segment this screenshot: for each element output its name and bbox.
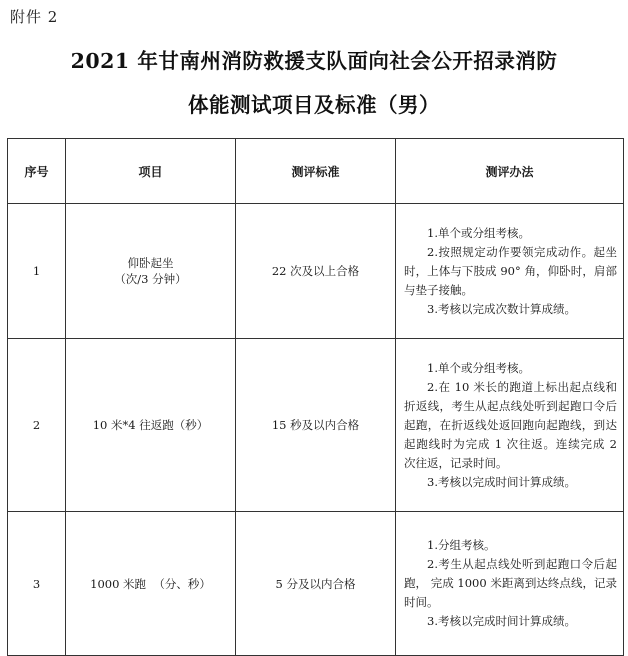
row-item-name: 1000 米跑 （分、秒）	[90, 576, 211, 591]
row-item	[66, 204, 236, 339]
method-step: 3.考核以完成时间计算成绩。	[427, 474, 576, 489]
row-item-unit: （次/3 分钟）	[114, 272, 187, 286]
row-standard: 22 次及以上合格	[236, 204, 396, 339]
header-seq: 序号	[8, 139, 66, 204]
row-seq: 3	[8, 512, 66, 656]
table-header-row	[8, 139, 624, 204]
method-step: 1.单个或分组考核。	[427, 360, 530, 375]
row-item	[66, 339, 236, 512]
row-standard: 5 分及以内合格	[236, 512, 396, 656]
method-step: 2.按照规定动作要领完成动作。起坐时，上体与下肢成 90° 角，仰卧时，肩部与垫子接触。	[404, 244, 617, 297]
method-step: 3.考核以完成时间计算成绩。	[427, 614, 576, 628]
method-step: 2.考生从起点线处听到起跑口令后起跑， 完成 1000 米距离到达终点线，记录时间。	[404, 557, 617, 609]
row-method	[396, 204, 624, 339]
row-item-name: 仰卧起坐	[127, 256, 174, 270]
header-item: 项目	[66, 139, 236, 204]
row-standard: 15 秒及以内合格	[236, 339, 396, 512]
row-item	[66, 512, 236, 656]
method-step: 2.在 10 米长的跑道上标出起点线和折返线，考生从起点线处听到起跑口令后起跑，在折返线处返回跑向起跑线，到达起跑线时为完成 1 次往返。连续完成 2 次往返，记录时间。	[404, 379, 617, 470]
table-row	[8, 204, 624, 339]
method-step: 3.考核以完成次数计算成绩。	[427, 301, 576, 316]
attachment-label: 附件 2	[10, 8, 59, 26]
header-standard: 测评标准	[236, 139, 396, 204]
row-item-name: 10 米*4 往返跑（秒）	[92, 418, 209, 432]
table-row	[8, 512, 624, 656]
fitness-standards-table	[7, 138, 624, 656]
method-step: 1.单个或分组考核。	[427, 225, 530, 240]
document-title-line-1: 2021 年甘南州消防救援支队面向社会公开招录消防	[70, 49, 558, 73]
method-step: 1.分组考核。	[427, 538, 496, 552]
header-method: 测评办法	[396, 139, 624, 204]
document-title-line-2: 体能测试项目及标准（男）	[188, 93, 440, 117]
row-method	[396, 512, 624, 656]
row-seq: 2	[8, 339, 66, 512]
table-row	[8, 339, 624, 512]
row-seq: 1	[8, 204, 66, 339]
row-method	[396, 339, 624, 512]
